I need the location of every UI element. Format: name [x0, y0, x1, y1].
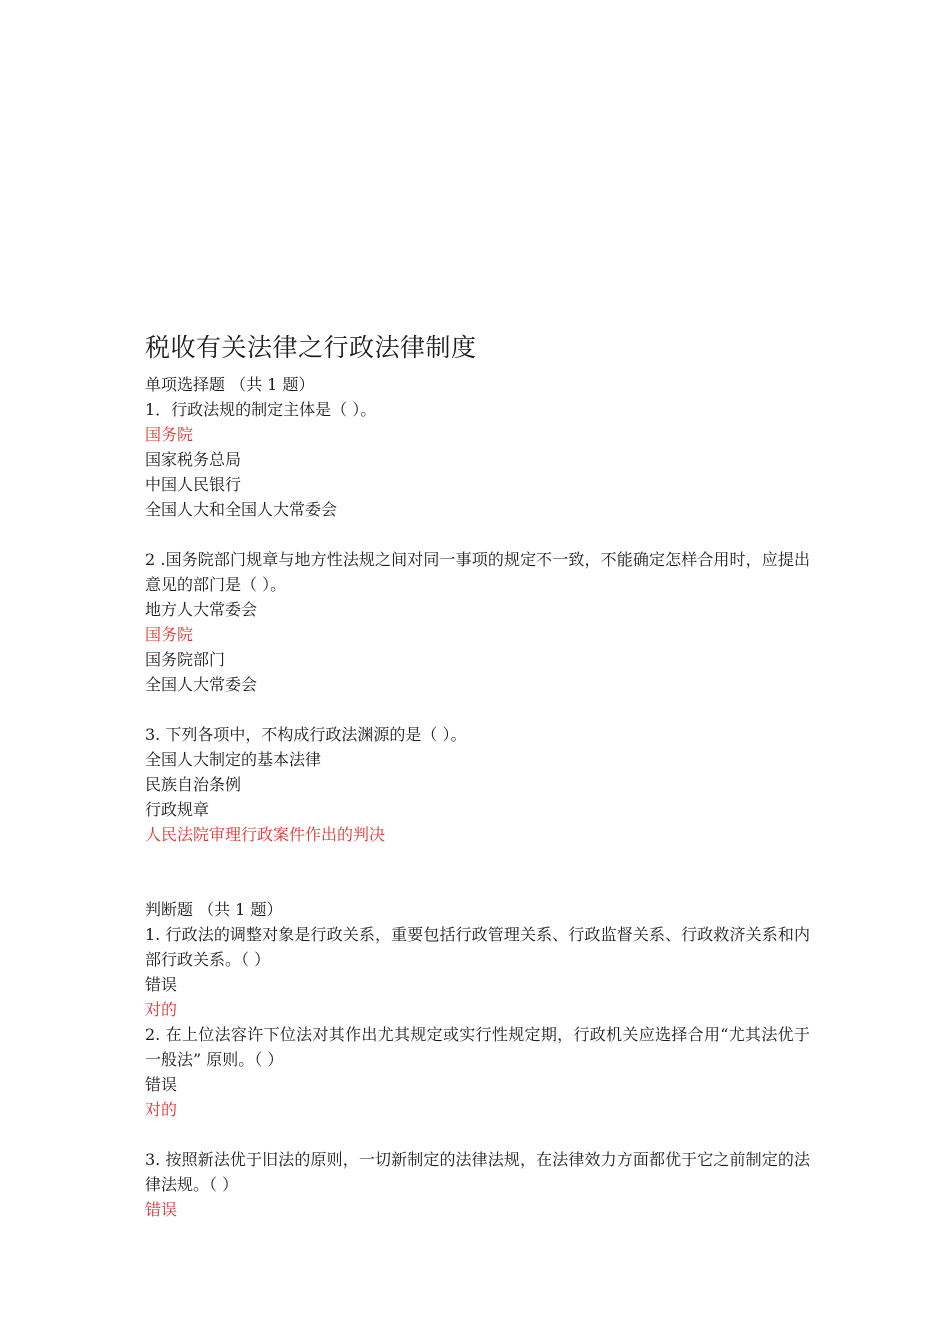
answer-option-correct: 对的	[145, 1100, 178, 1119]
answer-option: 地方人大常委会	[145, 600, 258, 619]
document-title: 税收有关法律之行政法律制度	[145, 333, 477, 362]
answer-option-correct: 国务院	[145, 625, 194, 644]
answer-option: 民族自治条例	[145, 775, 242, 794]
answer-option: 行政规章	[145, 800, 210, 819]
question-block	[145, 547, 810, 697]
answer-option: 错误	[145, 975, 178, 994]
question-text: 1. 行政法的调整对象是行政关系，重要包括行政管理关系、行政监督关系、行政救济关系和内部行政关系。（ ）	[145, 925, 810, 969]
answer-option: 国务院部门	[145, 650, 226, 669]
question-block	[145, 1147, 810, 1222]
spacer	[145, 1122, 810, 1147]
answer-option: 全国人大制定的基本法律	[145, 750, 322, 769]
question-text: 3. 按照新法优于旧法的原则，一切新制定的法律法规，在法律效力方面都优于它之前制定的法律法规。（ ）	[145, 1150, 810, 1194]
answer-option-correct: 国务院	[145, 425, 194, 444]
answer-option: 错误	[145, 1075, 178, 1094]
question-block	[145, 1022, 810, 1122]
question-text: 1．行政法规的制定主体是（ ）。	[145, 400, 377, 419]
answer-option: 全国人大常委会	[145, 675, 258, 694]
true-false-header: 判断题 （共 1 题）	[145, 900, 283, 919]
question-text: 2. 在上位法容许下位法对其作出尤其规定或实行性规定期，行政机关应选择合用“尤其法优于一般法” 原则。（ ）	[145, 1025, 810, 1069]
answer-option-correct: 错误	[145, 1200, 178, 1219]
question-text: 3. 下列各项中，不构成行政法渊源的是（ ）。	[145, 725, 467, 744]
spacer	[145, 697, 810, 722]
question-block	[145, 922, 810, 1022]
spacer	[145, 522, 810, 547]
single-choice-header: 单项选择题 （共 1 题）	[145, 375, 315, 394]
spacer	[145, 847, 810, 897]
answer-option: 全国人大和全国人大常委会	[145, 500, 338, 519]
answer-option: 国家税务总局	[145, 450, 242, 469]
answer-option-correct: 对的	[145, 1000, 178, 1019]
answer-option: 中国人民银行	[145, 475, 242, 494]
answer-option-correct: 人民法院审理行政案件作出的判决	[145, 825, 386, 844]
document-page	[145, 330, 810, 1222]
question-block	[145, 397, 810, 522]
question-text: 2 .国务院部门规章与地方性法规之间对同一事项的规定不一致，不能确定怎样合用时，应提出意见的部门是（ ）。	[145, 550, 810, 594]
question-block	[145, 722, 810, 847]
